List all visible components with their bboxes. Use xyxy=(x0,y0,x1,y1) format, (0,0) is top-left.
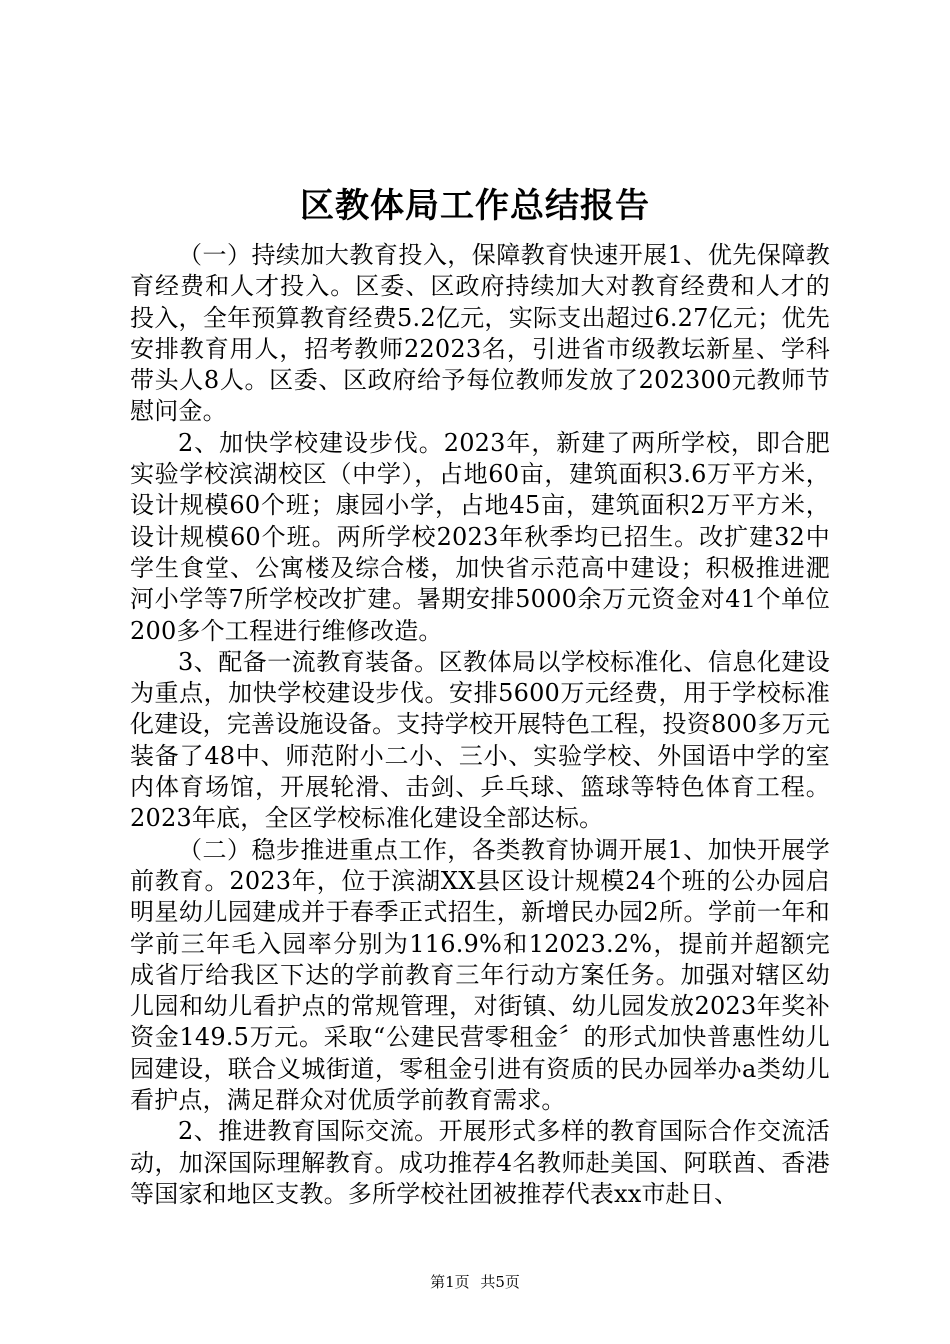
paragraph-5: 2、推进教育国际交流。开展形式多样的教育国际合作交流活动，加深国际理解教育。成功推荐4名教师赴美国、阿联酋、香港等国家和地区支教。多所学校社团被推荐代表xx市赴日、 xyxy=(130,1117,830,1208)
page-footer xyxy=(0,1272,950,1292)
paragraph-1: （一）持续加大教育投入，保障教育快速开展1、优先保障教育经费和人才投入。区委、区政府持续加大对教育经费和人才的投入，全年预算教育经费5.2亿元，实际支出超过6.27亿元；优先安排教育用人，招考教师22023名，引进省市级教坛新星、学科带头人8人。区委、区政府给予每位教师发放了202300元教师节慰问金。 xyxy=(130,241,830,426)
document-title: 区教体局工作总结报告 xyxy=(300,186,650,226)
paragraph-3: 3、配备一流教育装备。区教体局以学校标准化、信息化建设为重点，加快学校建设步伐。安排5600万元经费，用于学校标准化建设，完善设施设备。支持学校开展特色工程，投资800多万元装备了48中、师范附小二小、三小、实验学校、外国语中学的室内体育场馆，开展轮滑、击剑、乒乓球、篮球等特色体育工程。2023年底，全区学校标准化建设全部达标。 xyxy=(130,647,830,833)
paragraph-4: （二）稳步推进重点工作，各类教育协调开展1、加快开展学前教育。2023年，位于滨湖XX县区设计规模24个班的公办园启明星幼儿园建成并于春季正式招生，新增民办园2所。学前一年和学前三年毛入园率分别为116.9%和12023.2%，提前并超额完成省厅给我区下达的学前教育三年行动方案任务。加强对辖区幼儿园和幼儿看护点的常规管理，对街镇、幼儿园发放2023年奖补资金149.5万元。采取“公建民营零租金〞的形式加快普惠性幼儿园建设，联合义城街道，零租金引进有资质的民办园举办a类幼儿看护点，满足群众对优质学前教育需求。 xyxy=(130,835,830,1115)
page-number: 第1页 xyxy=(430,1273,470,1291)
page-total: 共5页 xyxy=(480,1273,520,1291)
document-body xyxy=(130,240,830,1210)
paragraph-2: 2、加快学校建设步伐。2023年，新建了两所学校，即合肥实验学校滨湖校区（中学），占地60亩，建筑面积3.6万平方米，设计规模60个班；康园小学，占地45亩，建筑面积2万平方米，设计规模60个班。两所学校2023年秋季均已招生。改扩建32中学生食堂、公寓楼及综合楼，加快省示范高中建设；积极推进淝河小学等7所学校改扩建。暑期安排5000余万元资金对41个单位200多个工程进行维修改造。 xyxy=(130,428,830,645)
